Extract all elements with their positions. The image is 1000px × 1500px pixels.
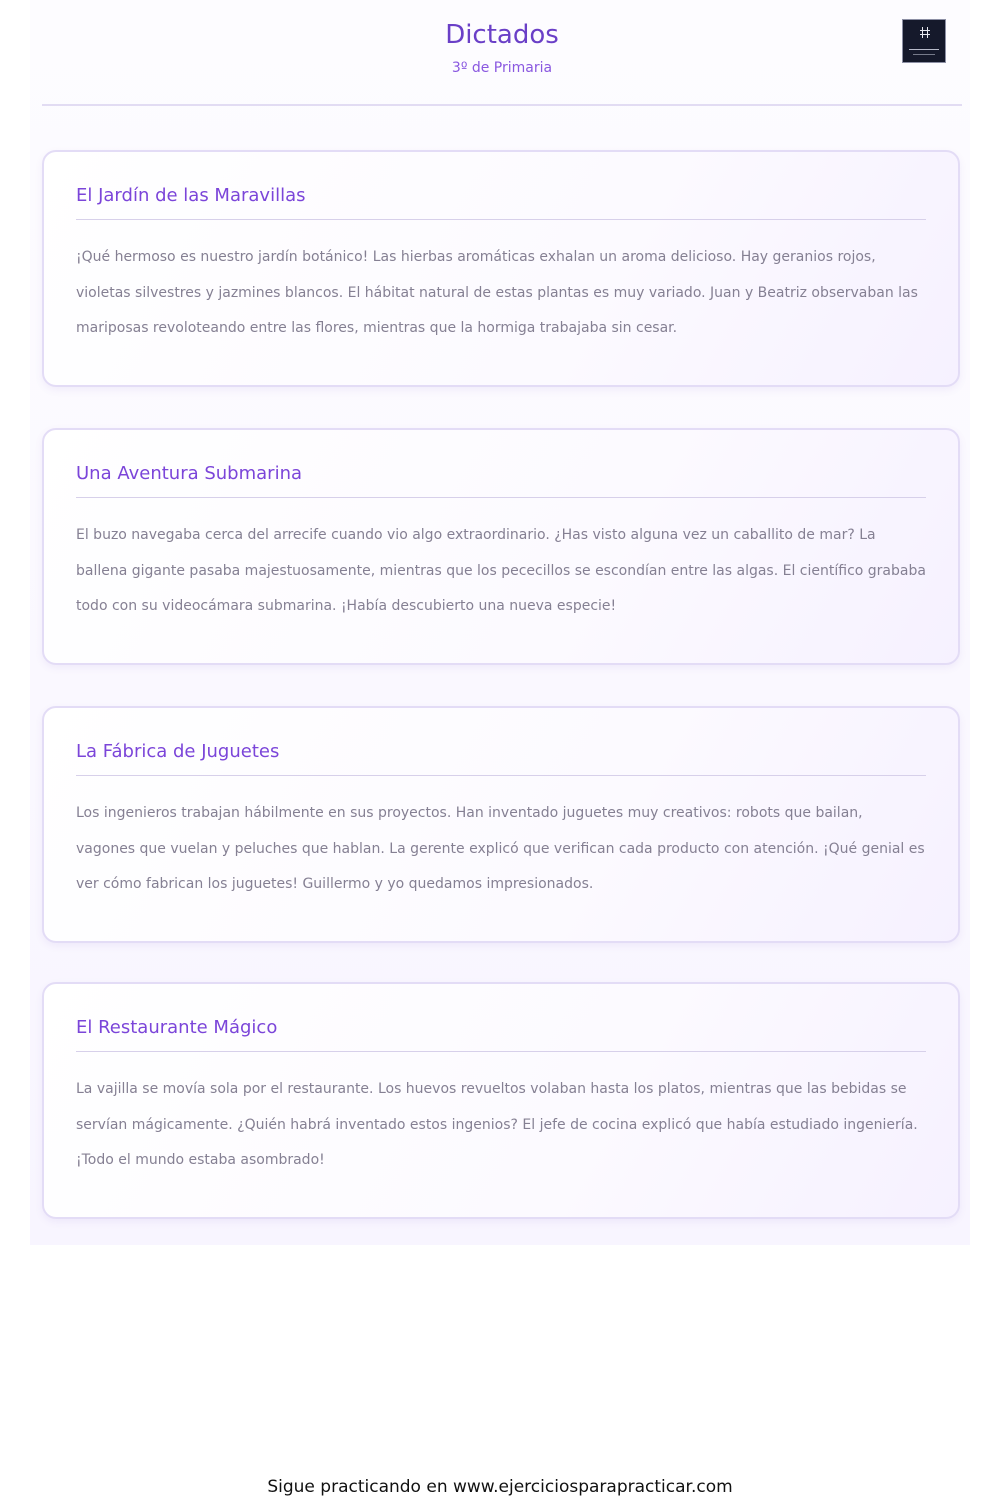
hash-symbol-icon [920, 27, 930, 38]
page-subtitle: 3º de Primaria [451, 60, 553, 76]
dictation-title: El Jardín de las Maravillas [76, 183, 926, 220]
dictation-text: La vajilla se movía sola por el restaurante. Los huevos revueltos volaban hasta los platos, mientras que las bebidas se servían mágicamente. ¿Quién habrá inventado estos ingenios? El jefe de cocina explicó que había estudiado ingeniería. ¡Todo el mundo estaba asombrado! [76, 1081, 918, 1168]
dictation-title: El Restaurante Mágico [76, 1015, 926, 1052]
logo-text-line [909, 49, 939, 50]
dictation-card [42, 428, 960, 665]
dictation-card [42, 150, 960, 387]
dictation-card [42, 706, 960, 943]
dictation-text: ¡Qué hermoso es nuestro jardín botánico! Las hierbas aromáticas exhalan un aroma delicioso. Hay geranios rojos, violetas silvestres y jazmines blancos. El hábitat natural de estas plantas es muy variado. Juan y Beatriz observaban las mariposas revoloteando entre las flores, mientras que la hormiga trabajaba sin cesar. [76, 249, 918, 336]
logo-text-line [913, 54, 935, 55]
dictation-text: Los ingenieros trabajan hábilmente en sus proyectos. Han inventado juguetes muy creativos: robots que bailan, vagones que vuelan y peluches que hablan. La gerente explicó que verifican cada producto con atención. ¡Qué genial es ver cómo fabrican los juguetes! Guillermo y yo quedamos impresionados. [76, 805, 925, 892]
dictation-title: La Fábrica de Juguetes [76, 739, 926, 776]
dictation-card [42, 982, 960, 1219]
worksheet-page [30, 0, 970, 1245]
page-title: Dictados [445, 20, 559, 50]
footer-text: Sigue practicando en www.ejerciciosparapracticar.com [267, 1477, 733, 1497]
dictation-text: El buzo navegaba cerca del arrecife cuando vio algo extraordinario. ¿Has visto alguna vez un caballito de mar? La ballena gigante pasaba majestuosamente, mientras que los pececillos se escondían entre las algas. El científico grababa todo con su videocámara submarina. ¡Había descubierto una nueva especie! [76, 527, 926, 614]
hash-logo-icon [902, 19, 946, 63]
page-header [42, 0, 962, 106]
dictation-title: Una Aventura Submarina [76, 461, 926, 498]
